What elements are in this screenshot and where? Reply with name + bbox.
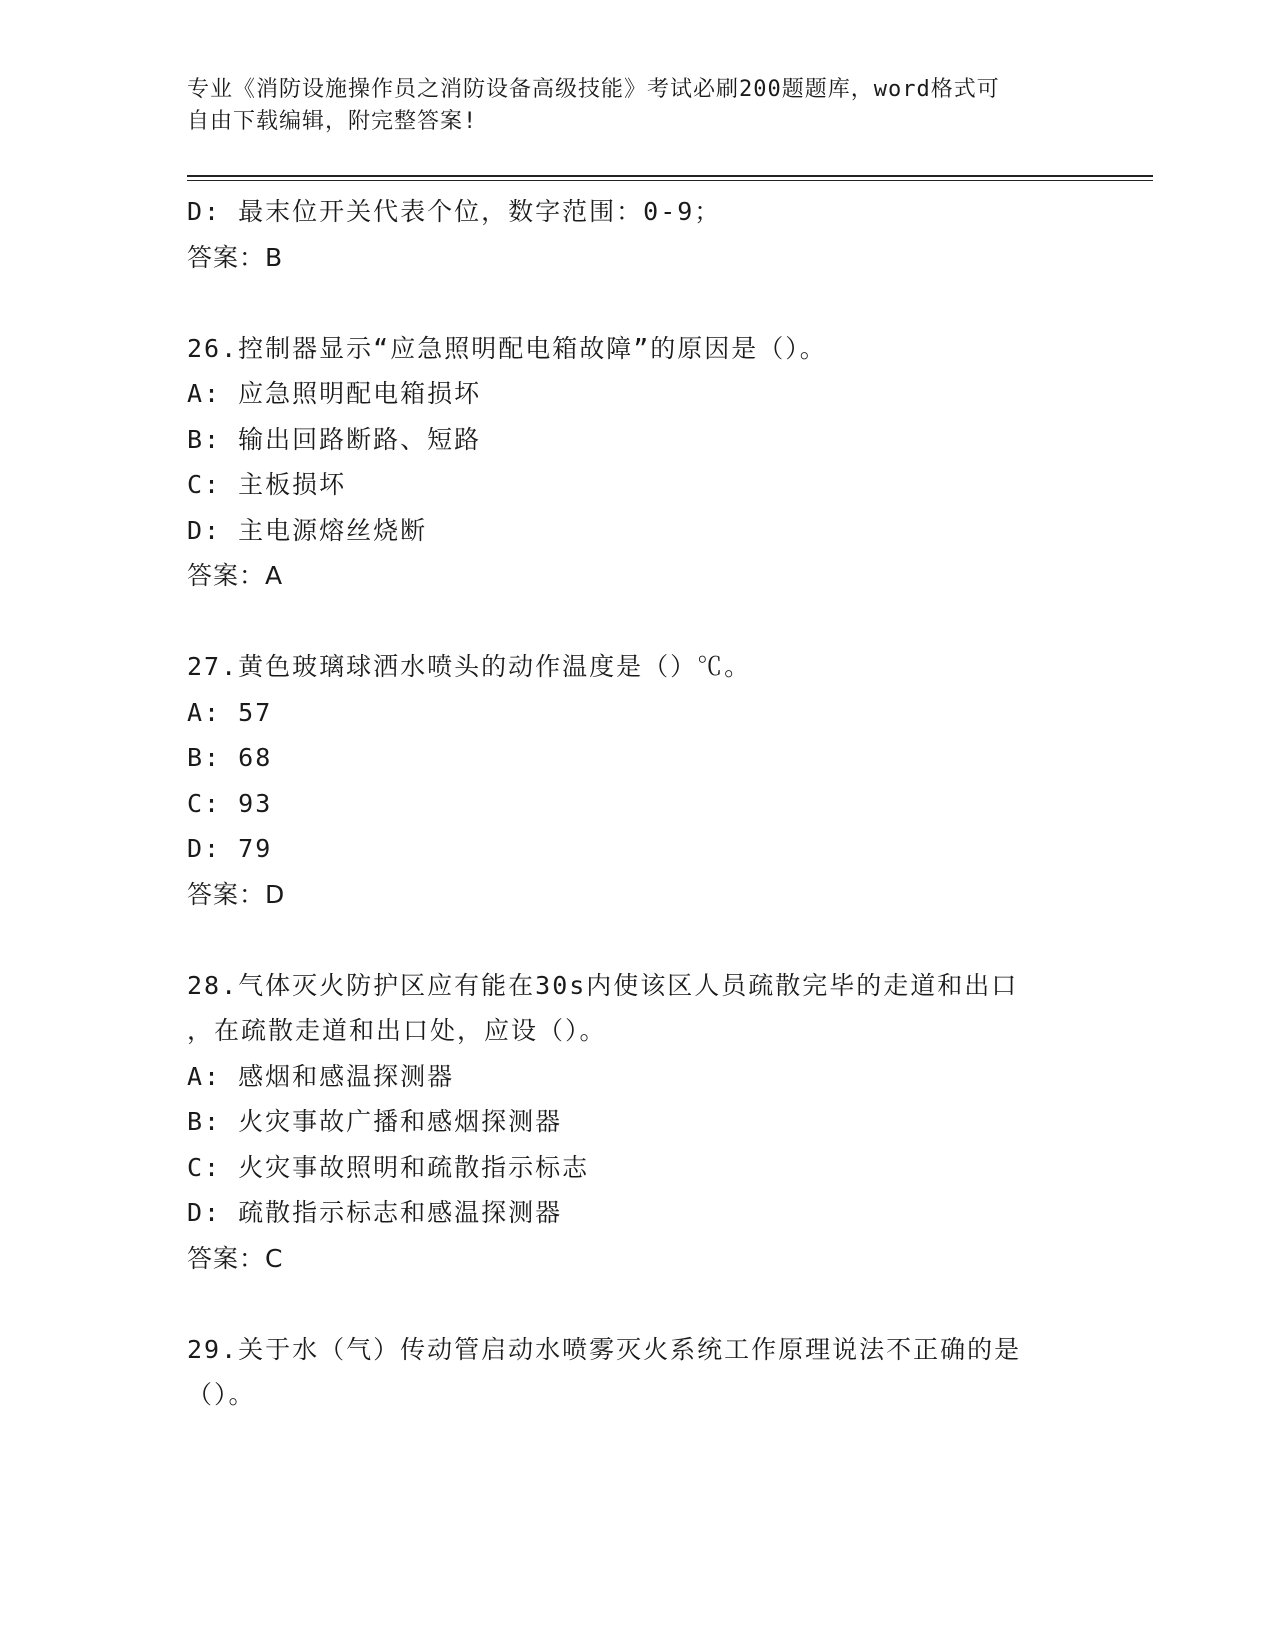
question-29 bbox=[187, 1327, 1087, 1418]
question-25-tail bbox=[187, 189, 1087, 280]
option-d: D: 疏散指示标志和感温探测器 bbox=[187, 1198, 563, 1227]
question-list bbox=[187, 189, 1087, 1418]
spacer bbox=[187, 280, 1087, 326]
question-stem-line-2: ，在疏散走道和出口处，应设（）。 bbox=[187, 1016, 607, 1045]
header-divider-thin bbox=[187, 180, 1153, 181]
question-28 bbox=[187, 963, 1087, 1282]
option-a: A: 感烟和感温探测器 bbox=[187, 1061, 455, 1091]
question-stem: 27.黄色玻璃球洒水喷头的动作温度是（）℃。 bbox=[187, 652, 752, 681]
option-d: D: 最末位开关代表个位，数字范围：0-9； bbox=[187, 197, 722, 226]
header-line-1: 专业《消防设施操作员之消防设备高级技能》考试必刷200题题库，word格式可 bbox=[187, 77, 1000, 102]
option-a: A: 57 bbox=[187, 697, 273, 727]
option-b: B: 输出回路断路、短路 bbox=[187, 424, 482, 454]
question-stem-line-2: （）。 bbox=[187, 1380, 256, 1409]
answer-label: 答案：B bbox=[187, 242, 284, 272]
document-header bbox=[187, 74, 1067, 138]
option-d: D: 主电源熔丝烧断 bbox=[187, 515, 428, 545]
answer-label: 答案：D bbox=[187, 879, 286, 909]
spacer bbox=[187, 599, 1087, 645]
spacer bbox=[187, 917, 1087, 963]
spacer bbox=[187, 1281, 1087, 1327]
option-b: B: 火灾事故广播和感烟探测器 bbox=[187, 1107, 563, 1136]
question-stem-line-1: 28.气体灭火防护区应有能在30s内使该区人员疏散完毕的走道和出口 bbox=[187, 970, 1019, 1000]
header-divider-thick bbox=[187, 175, 1153, 177]
option-c: C: 主板损坏 bbox=[187, 470, 347, 499]
question-stem: 26.控制器显示“应急照明配电箱故障”的原因是（）。 bbox=[187, 333, 827, 363]
header-line-2: 自由下载编辑，附完整答案! bbox=[187, 109, 478, 134]
answer-label: 答案：A bbox=[187, 561, 284, 590]
question-27 bbox=[187, 644, 1087, 917]
question-26 bbox=[187, 326, 1087, 599]
option-c: C: 93 bbox=[187, 788, 273, 818]
answer-label: 答案：C bbox=[187, 1243, 284, 1273]
option-b: B: 68 bbox=[187, 743, 273, 772]
question-stem-line-1: 29.关于水（气）传动管启动水喷雾灭火系统工作原理说法不正确的是 bbox=[187, 1334, 1022, 1364]
option-d: D: 79 bbox=[187, 834, 273, 863]
option-a: A: 应急照明配电箱损坏 bbox=[187, 379, 482, 408]
option-c: C: 火灾事故照明和疏散指示标志 bbox=[187, 1152, 590, 1182]
